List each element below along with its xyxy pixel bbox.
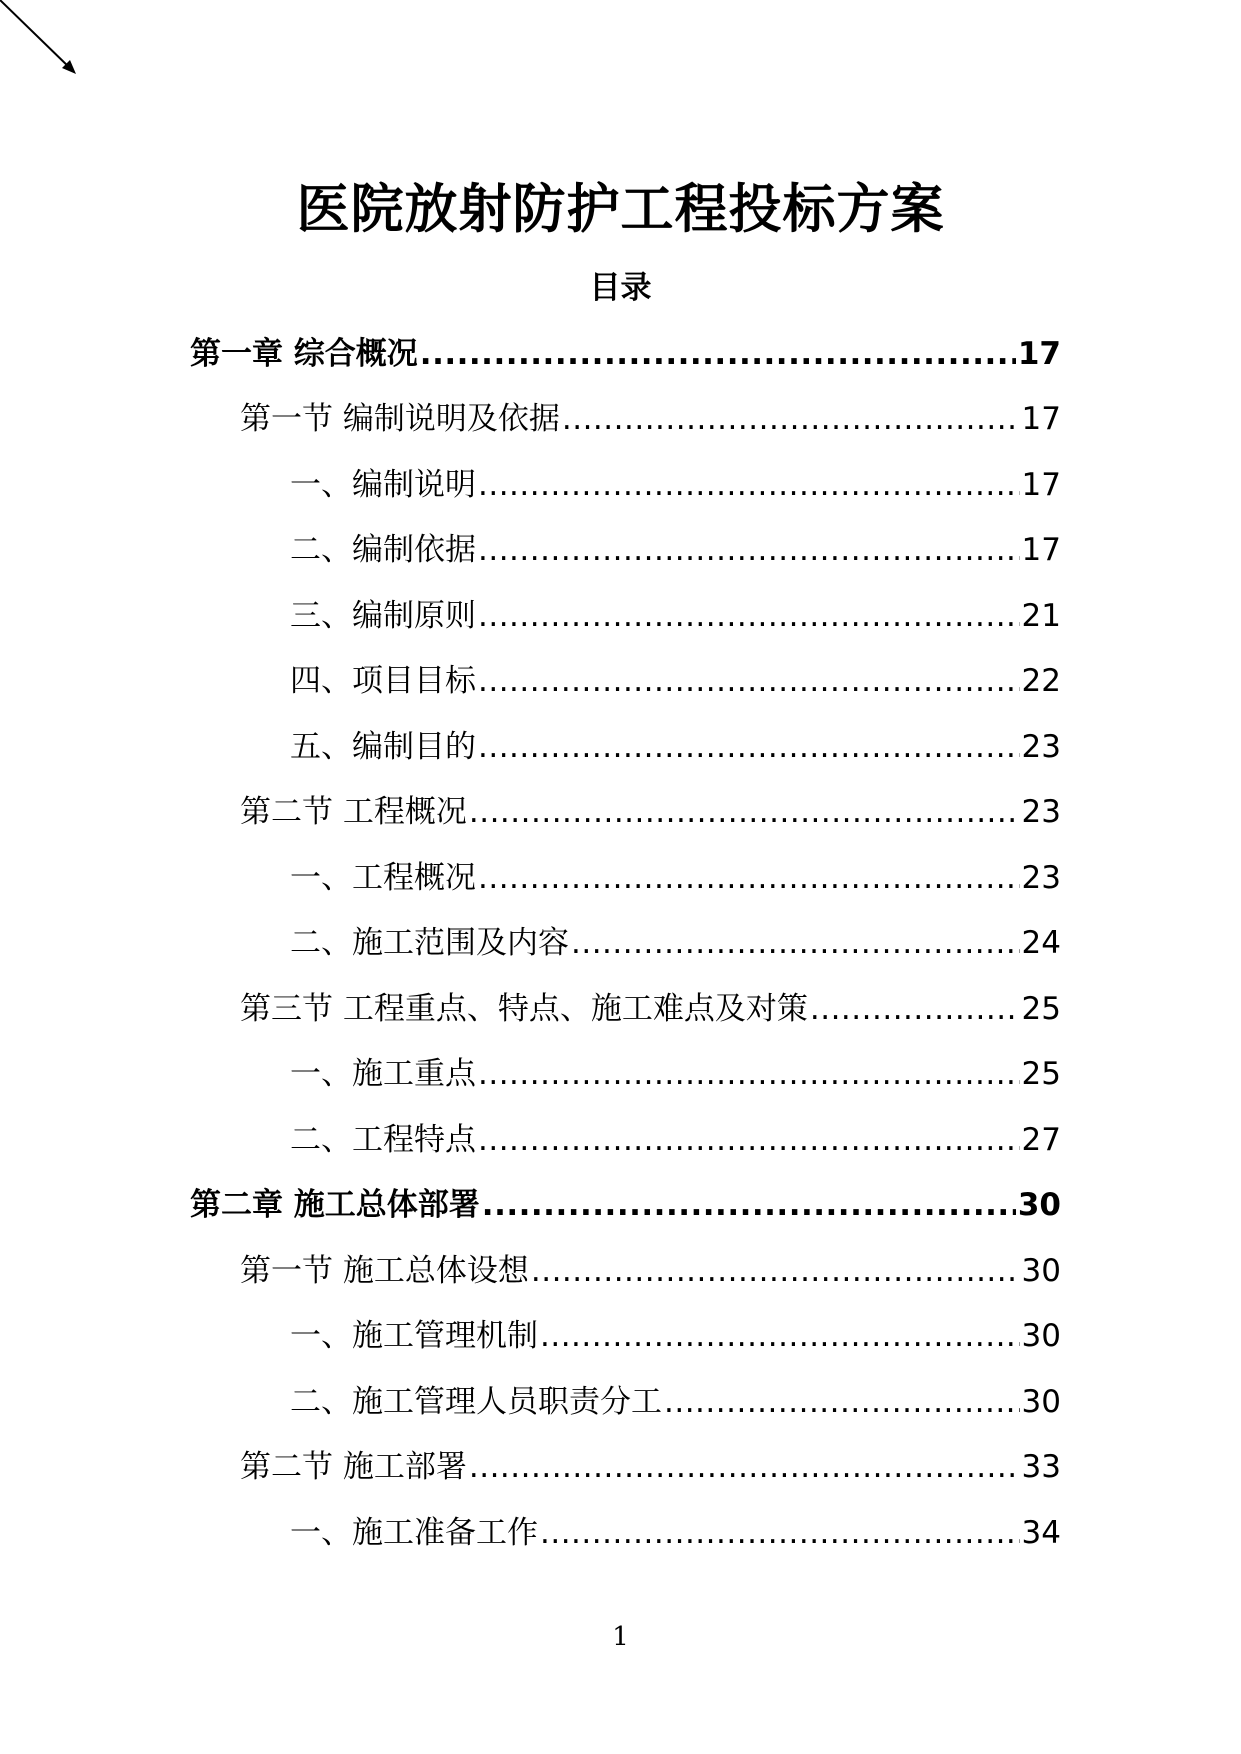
toc-entry-page: 34: [1021, 1514, 1061, 1551]
toc-dot-leader: [478, 530, 1020, 570]
toc-entry-chapter-1[interactable]: [0, 321, 1241, 387]
toc-heading: 目录: [589, 270, 652, 306]
toc-entry-label: 第二节 施工部署: [240, 1449, 467, 1486]
toc-dot-leader: [478, 661, 1020, 701]
document-title: 医院放射防护工程投标方案: [296, 179, 945, 240]
toc-entry-subsection[interactable]: [0, 1107, 1241, 1173]
toc-dot-leader: [540, 1316, 1020, 1356]
toc-dot-leader: [478, 727, 1020, 767]
toc-entry-page: 27: [1021, 1121, 1061, 1158]
toc-dot-leader: [420, 334, 1016, 374]
toc-entry-section[interactable]: [0, 780, 1241, 846]
toc-entry-label: 一、编制说明: [290, 466, 476, 503]
toc-entry-label: 第二章 施工总体部署: [190, 1187, 480, 1224]
toc-entry-page: 17: [1021, 532, 1061, 569]
toc-entry-subsection[interactable]: [0, 714, 1241, 780]
toc-entry-subsection[interactable]: [0, 1500, 1241, 1566]
toc-entry-page: 25: [1021, 1056, 1061, 1093]
toc-entry-label: 一、施工重点: [290, 1056, 476, 1093]
toc-entry-label: 五、编制目的: [290, 728, 476, 765]
toc-dot-leader: [478, 858, 1020, 898]
toc-entry-page: 23: [1021, 728, 1061, 765]
toc-entry-subsection[interactable]: [0, 845, 1241, 911]
toc-entry-page: 25: [1021, 990, 1061, 1027]
toc-entry-subsection[interactable]: [0, 649, 1241, 715]
toc-entry-label: 第一节 编制说明及依据: [240, 401, 560, 438]
toc-entry-page: 30: [1021, 1383, 1061, 1420]
toc-entry-subsection[interactable]: [0, 518, 1241, 584]
toc-entry-label: 三、编制原则: [290, 597, 476, 634]
table-of-contents: [0, 321, 1241, 1566]
toc-entry-page: 22: [1021, 663, 1061, 700]
toc-entry-page: 23: [1021, 859, 1061, 896]
toc-entry-page: 17: [1021, 401, 1061, 438]
toc-entry-label: 一、施工管理机制: [290, 1318, 538, 1355]
toc-dot-leader: [810, 989, 1020, 1029]
toc-dot-leader: [562, 399, 1020, 439]
toc-dot-leader: [540, 1513, 1020, 1553]
toc-entry-label: 二、工程特点: [290, 1121, 476, 1158]
toc-dot-leader: [664, 1382, 1020, 1422]
toc-dot-leader: [478, 596, 1020, 636]
toc-entry-page: 17: [1021, 466, 1061, 503]
corner-arrow-icon: [0, 0, 90, 90]
toc-dot-leader: [478, 465, 1020, 505]
toc-entry-label: 第一章 综合概况: [190, 335, 418, 372]
toc-entry-subsection[interactable]: [0, 1369, 1241, 1435]
toc-dot-leader: [469, 1447, 1020, 1487]
toc-entry-label: 二、施工管理人员职责分工: [290, 1383, 662, 1420]
toc-entry-section[interactable]: [0, 1238, 1241, 1304]
toc-entry-page: 24: [1021, 925, 1061, 962]
toc-entry-label: 第三节 工程重点、特点、施工难点及对策: [240, 990, 808, 1027]
toc-entry-subsection[interactable]: [0, 1042, 1241, 1108]
toc-entry-page: 17: [1017, 335, 1061, 372]
toc-entry-page: 33: [1021, 1449, 1061, 1486]
toc-dot-leader: [531, 1251, 1020, 1291]
toc-entry-label: 二、编制依据: [290, 532, 476, 569]
toc-dot-leader: [478, 1120, 1020, 1160]
toc-entry-label: 四、项目目标: [290, 663, 476, 700]
toc-entry-label: 第一节 施工总体设想: [240, 1252, 529, 1289]
toc-entry-page: 23: [1021, 794, 1061, 831]
toc-dot-leader: [469, 792, 1020, 832]
toc-entry-page: 21: [1021, 597, 1061, 634]
toc-entry-section[interactable]: [0, 387, 1241, 453]
page-number: 1: [612, 1622, 629, 1652]
toc-entry-subsection[interactable]: [0, 1304, 1241, 1370]
toc-entry-subsection[interactable]: [0, 583, 1241, 649]
toc-entry-section[interactable]: [0, 976, 1241, 1042]
toc-entry-subsection[interactable]: [0, 452, 1241, 518]
toc-entry-section[interactable]: [0, 1435, 1241, 1501]
toc-entry-label: 一、工程概况: [290, 859, 476, 896]
toc-entry-page: 30: [1021, 1252, 1061, 1289]
toc-entry-page: 30: [1017, 1187, 1061, 1224]
toc-entry-label: 二、施工范围及内容: [290, 925, 569, 962]
toc-dot-leader: [571, 923, 1020, 963]
toc-dot-leader: [478, 1054, 1020, 1094]
toc-entry-page: 30: [1021, 1318, 1061, 1355]
toc-entry-chapter-2[interactable]: [0, 1173, 1241, 1239]
toc-entry-subsection[interactable]: [0, 911, 1241, 977]
toc-entry-label: 第二节 工程概况: [240, 794, 467, 831]
toc-entry-label: 一、施工准备工作: [290, 1514, 538, 1551]
toc-dot-leader: [482, 1185, 1016, 1225]
